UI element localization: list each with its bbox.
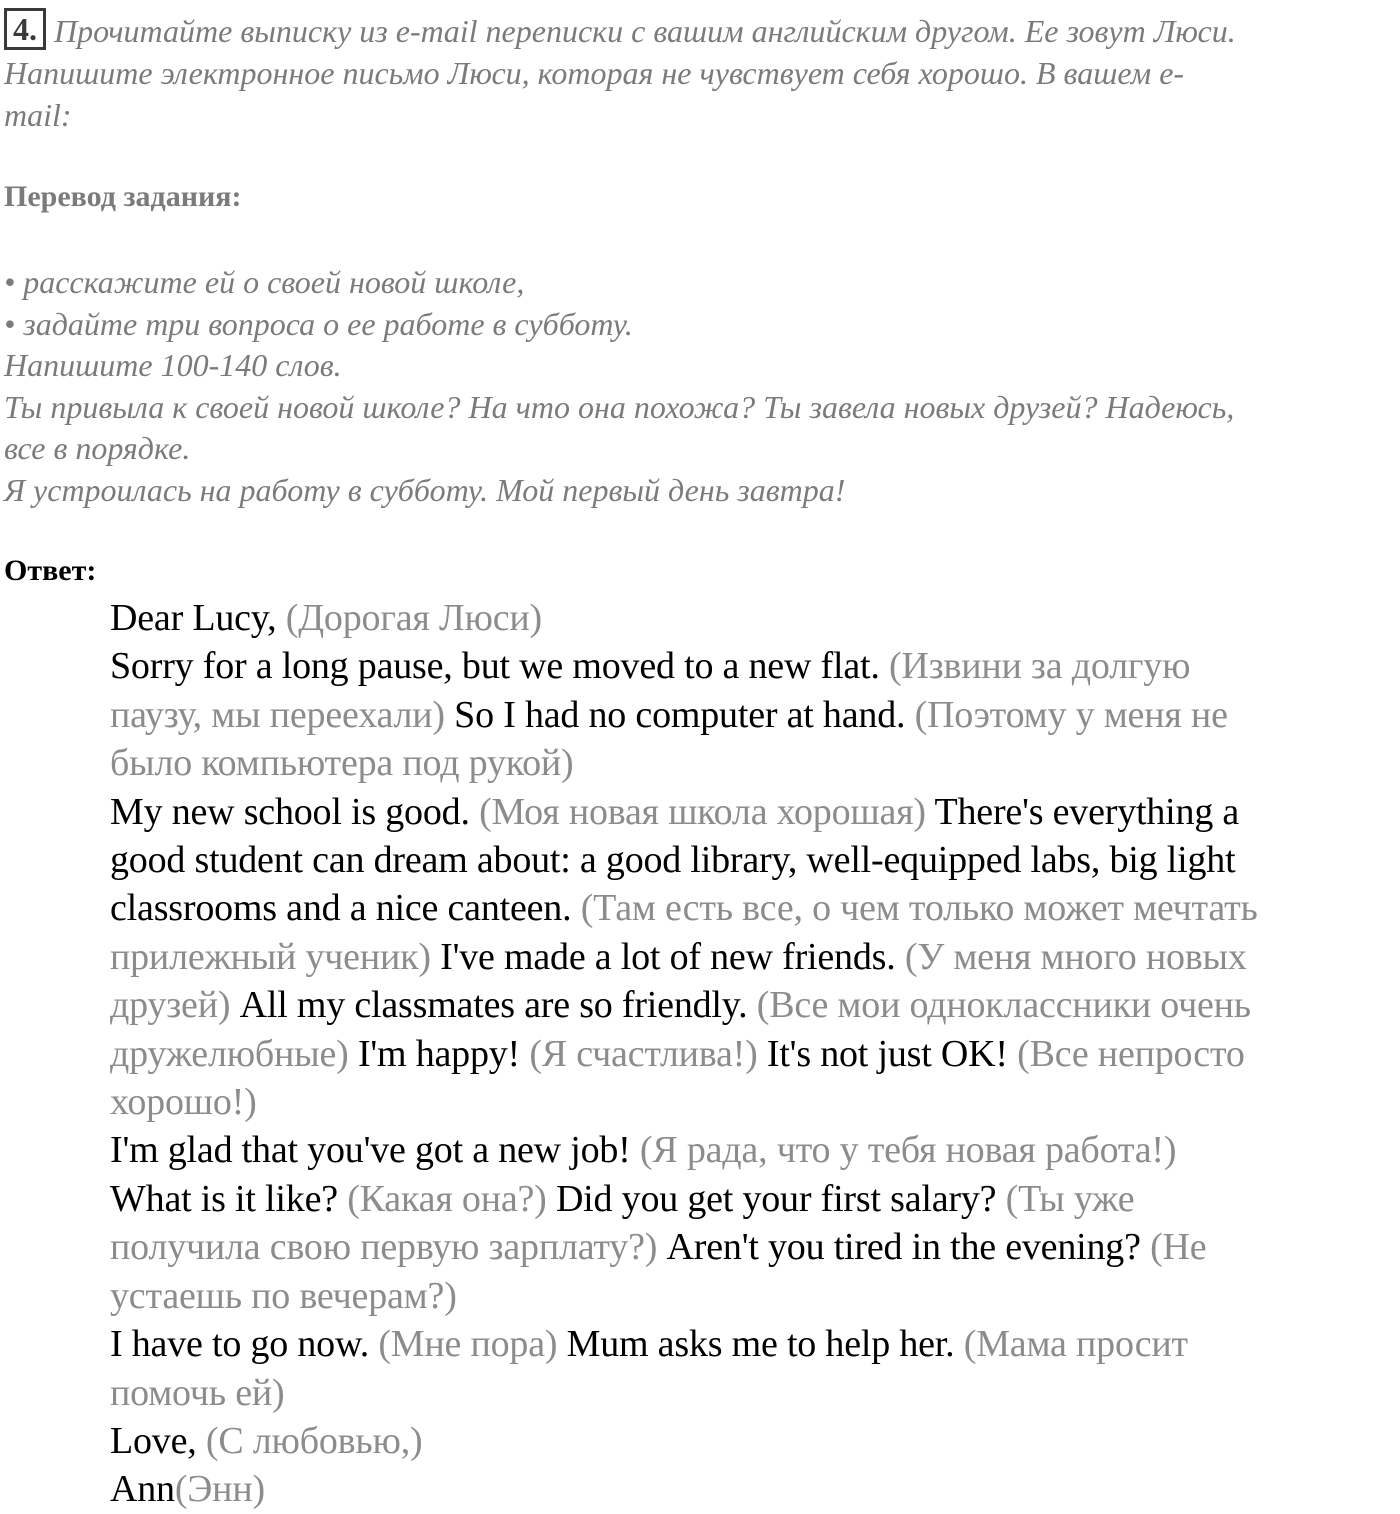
translation-line: Напишите 100-140 слов. bbox=[4, 347, 342, 383]
russian-translation: друзей) bbox=[110, 984, 240, 1027]
answer-line bbox=[110, 1465, 1400, 1513]
russian-translation: (Все непросто bbox=[1017, 1032, 1245, 1075]
russian-translation: устаешь по вечерам?) bbox=[110, 1274, 457, 1317]
answer-line bbox=[110, 1223, 1400, 1271]
english-text: I'm happy! bbox=[357, 1032, 530, 1075]
english-text: good student can dream about: a good library, well-equipped labs, big light bbox=[110, 839, 1236, 882]
russian-translation: (Мне пора) bbox=[378, 1323, 567, 1366]
russian-translation: (Моя новая школа хорошая) bbox=[479, 790, 935, 833]
english-text: All my classmates are so friendly. bbox=[239, 984, 757, 1027]
english-text: Aren't you tired in the evening? bbox=[666, 1226, 1151, 1269]
english-text: I'm glad that you've got a new job! bbox=[110, 1129, 640, 1172]
english-text: Ann bbox=[110, 1468, 175, 1511]
answer-line bbox=[110, 739, 1400, 787]
translation-heading: Перевод задания: bbox=[4, 180, 242, 213]
russian-translation: получила свою первую зарплату?) bbox=[110, 1226, 667, 1269]
english-text: What is it like? bbox=[110, 1177, 348, 1220]
russian-translation: (Дорогая Люси) bbox=[285, 597, 542, 639]
russian-translation: (Мама просит bbox=[963, 1323, 1188, 1366]
answer-line bbox=[110, 642, 1400, 690]
answer-line bbox=[110, 1175, 1400, 1223]
russian-translation: прилежный ученик) bbox=[110, 935, 441, 978]
english-text: Mum asks me to help her. bbox=[566, 1323, 964, 1366]
russian-translation: (Извини за долгую bbox=[888, 645, 1191, 688]
translation-line: Ты привыла к своей новой школе? На что она похожа? Ты завела новых друзей? Надеюсь, bbox=[4, 388, 1235, 425]
answer-line bbox=[110, 1369, 1400, 1417]
english-text: Dear Lucy, bbox=[110, 597, 286, 639]
answer-heading: Ответ: bbox=[4, 554, 97, 587]
russian-translation: хорошо!) bbox=[110, 1081, 257, 1124]
translation-line: Я устроилась на работу в субботу. Мой первый день завтра! bbox=[4, 471, 846, 508]
russian-translation: (Я счастлива!) bbox=[529, 1032, 767, 1075]
answer-line bbox=[110, 981, 1400, 1029]
task-instructions bbox=[4, 8, 1396, 136]
english-text: So I had no computer at hand. bbox=[454, 693, 915, 736]
answer-line bbox=[110, 594, 1400, 642]
russian-translation: (Все мои одноклассники очень bbox=[756, 984, 1251, 1027]
task-number: 4. bbox=[4, 8, 46, 50]
task-line: Напишите электронное письмо Люси, которая не чувствует себя хорошо. В вашем e- bbox=[4, 55, 1185, 91]
answer-line bbox=[110, 1078, 1400, 1126]
answer-letter bbox=[110, 594, 1400, 1514]
answer-line bbox=[110, 933, 1400, 981]
russian-translation: (Не bbox=[1150, 1226, 1207, 1269]
english-text: classrooms and a nice canteen. bbox=[110, 887, 581, 930]
task-translation bbox=[4, 262, 1396, 511]
russian-translation: (Там есть все, о чем только может мечтать bbox=[580, 887, 1258, 930]
english-text: There's everything a bbox=[934, 790, 1240, 833]
english-text: Did you get your first salary? bbox=[555, 1177, 1006, 1220]
answer-line bbox=[110, 836, 1400, 884]
english-text: I have to go now. bbox=[110, 1323, 379, 1366]
russian-translation: (Какая она?) bbox=[347, 1177, 556, 1220]
answer-line bbox=[110, 1030, 1400, 1078]
task-line: 4. Прочитайте выписку из e-mail переписки с вашим английским другом. Ее зовут Люси. bbox=[4, 8, 1396, 52]
answer-line bbox=[110, 1320, 1400, 1368]
russian-translation: (Поэтому у меня не bbox=[914, 693, 1228, 736]
russian-translation: дружелюбные) bbox=[110, 1032, 358, 1075]
answer-line bbox=[110, 884, 1400, 932]
russian-translation: (С любовью,) bbox=[205, 1419, 423, 1462]
translation-line: все в порядке. bbox=[4, 430, 191, 466]
english-text: I've made a lot of new friends. bbox=[440, 935, 905, 978]
translation-line: • задайте три вопроса о ее работе в субботу. bbox=[4, 305, 633, 342]
answer-line bbox=[110, 1272, 1400, 1320]
russian-translation: (Энн) bbox=[174, 1468, 265, 1511]
answer-line bbox=[110, 1126, 1400, 1174]
english-text: Love, bbox=[110, 1419, 206, 1462]
task-line: mail: bbox=[4, 97, 72, 133]
russian-translation: (У меня много новых bbox=[904, 935, 1247, 978]
russian-translation: помочь ей) bbox=[110, 1371, 285, 1414]
answer-line bbox=[110, 691, 1400, 739]
answer-line bbox=[110, 788, 1400, 836]
english-text: My new school is good. bbox=[110, 790, 480, 833]
english-text: Sorry for a long pause, but we moved to a new flat. bbox=[110, 645, 889, 688]
english-text: It's not just OK! bbox=[766, 1032, 1018, 1075]
answer-line bbox=[110, 1417, 1400, 1465]
russian-translation: было компьютера под рукой) bbox=[110, 742, 574, 785]
russian-translation: (Я рада, что у тебя новая работа!) bbox=[639, 1129, 1177, 1172]
translation-line: • расскажите ей о своей новой школе, bbox=[4, 264, 525, 300]
russian-translation: (Ты уже bbox=[1005, 1177, 1135, 1220]
russian-translation: паузу, мы переехали) bbox=[110, 693, 455, 736]
